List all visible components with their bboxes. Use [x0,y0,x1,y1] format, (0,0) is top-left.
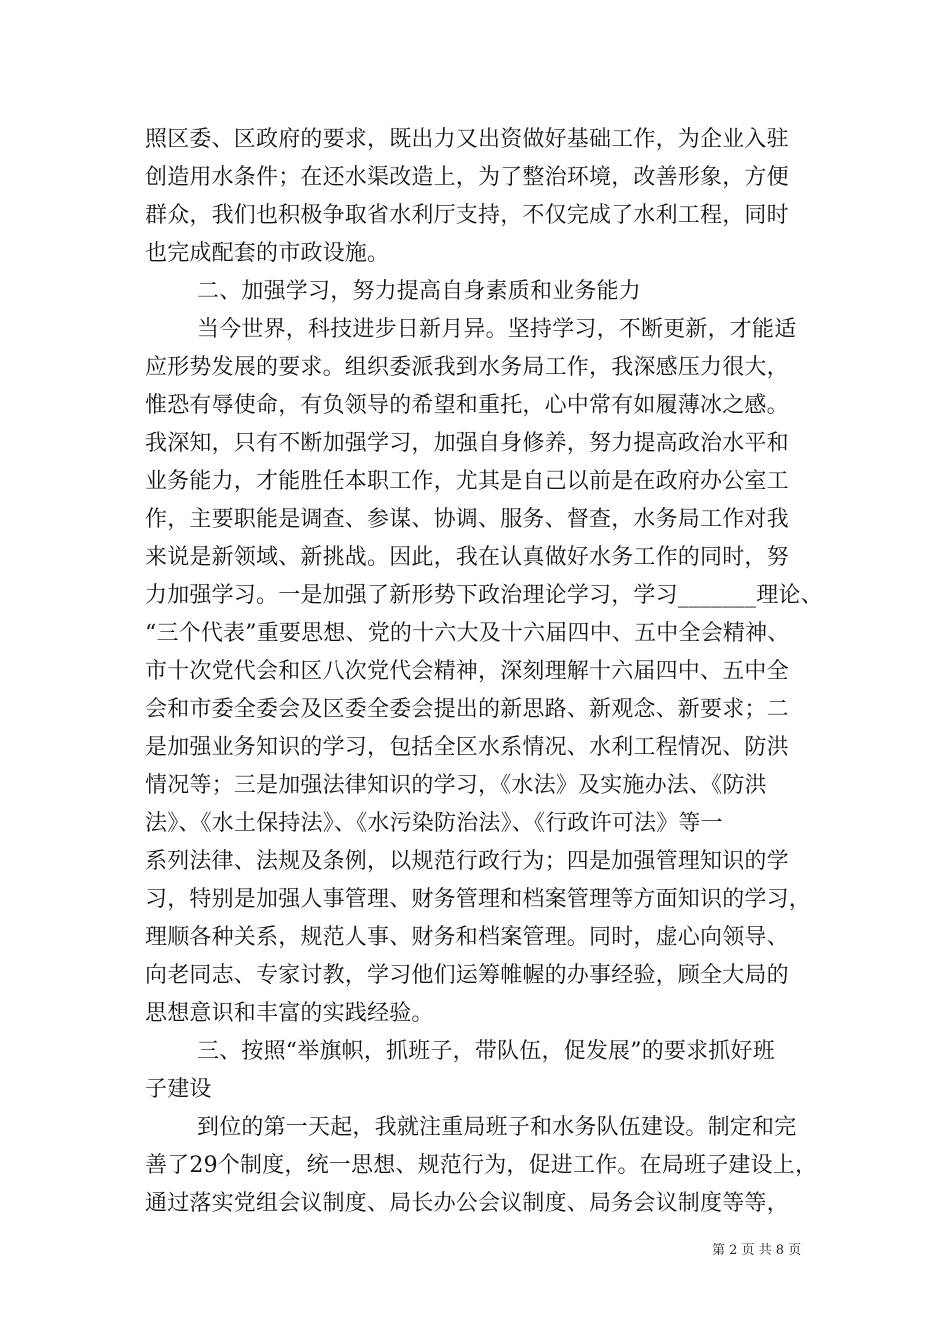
text-line: 业务能力，才能胜任本职工作，尤其是自己以前是在政府办公室工 [145,469,789,494]
text-line: 情况等；三是加强法律知识的学习，《水法》及实施办法、《防洪 [145,773,767,798]
section-heading: 三、按照“举旗帜，抓班子，带队伍，促发展”的要求抓好班 [197,1039,775,1064]
text-line: 也完成配套的市政设施。 [145,241,390,266]
text-line: 是加强业务知识的学习，包括全区水系情况、水利工程情况、防洪 [145,735,789,760]
section-heading-continuation: 子建设 [145,1077,212,1102]
text-line: 理顺各种关系，规范人事、财务和档案管理。同时，虚心向领导、 [145,925,789,950]
text-line: 习，特别是加强人事管理、财务管理和档案管理等方面知识的学习， [145,887,812,912]
text-line: 作，主要职能是调查、参谋、协调、服务、督查，水务局工作对我 [145,507,789,532]
text-line: 思想意识和丰富的实践经验。 [145,1001,434,1026]
text-line: 群众，我们也积极争取省水利厅支持，不仅完成了水利工程，同时 [145,203,789,228]
text-line: 应形势发展的要求。组织委派我到水务局工作，我深感压力很大， [145,355,789,380]
text-line: 照区委、区政府的要求，既出力又出资做好基础工作，为企业入驻 [145,127,789,152]
section-heading: 二、加强学习，努力提高自身素质和业务能力 [197,279,642,304]
text-line: 来说是新领域、新挑战。因此，我在认真做好水务工作的同时，努 [145,545,789,570]
text-line: 市十次党代会和区八次党代会精神，深刻理解十六届四中、五中全 [145,659,789,684]
page-number-footer: 第 2 页 共 8 页 [712,1243,802,1258]
text-line: 力加强学习。一是加强了新形势下政治理论学习，学习_______理论、 [145,583,823,608]
text-line: 到位的第一天起，我就注重局班子和水务队伍建设。制定和完 [197,1115,797,1140]
text-line: 惟恐有辱使命，有负领导的希望和重托，心中常有如履薄冰之感。 [145,393,789,418]
text-line: 会和市委全委会及区委全委会提出的新思路、新观念、新要求；二 [145,697,789,722]
text-line: “三个代表”重要思想、党的十六大及十六届四中、五中全会精神、 [145,621,790,646]
text-line: 系列法律、法规及条例，以规范行政行为；四是加强管理知识的学 [145,849,789,874]
text-line: 向老同志、专家讨教，学习他们运筹帷幄的办事经验，顾全大局的 [145,963,789,988]
text-line: 创造用水条件；在还水渠改造上，为了整治环境，改善形象，方便 [145,165,789,190]
text-line: 我深知，只有不断加强学习，加强自身修养，努力提高政治水平和 [145,431,789,456]
text-line: 当今世界，科技进步日新月异。坚持学习，不断更新，才能适 [197,317,797,342]
text-line: 通过落实党组会议制度、局长办公会议制度、局务会议制度等等， [145,1191,789,1216]
text-line: 法》、《水土保持法》、《水污染防治法》、《行政许可法》等一 [145,811,723,836]
text-line: 善了29个制度，统一思想、规范行为，促进工作。在局班子建设上， [145,1153,818,1178]
